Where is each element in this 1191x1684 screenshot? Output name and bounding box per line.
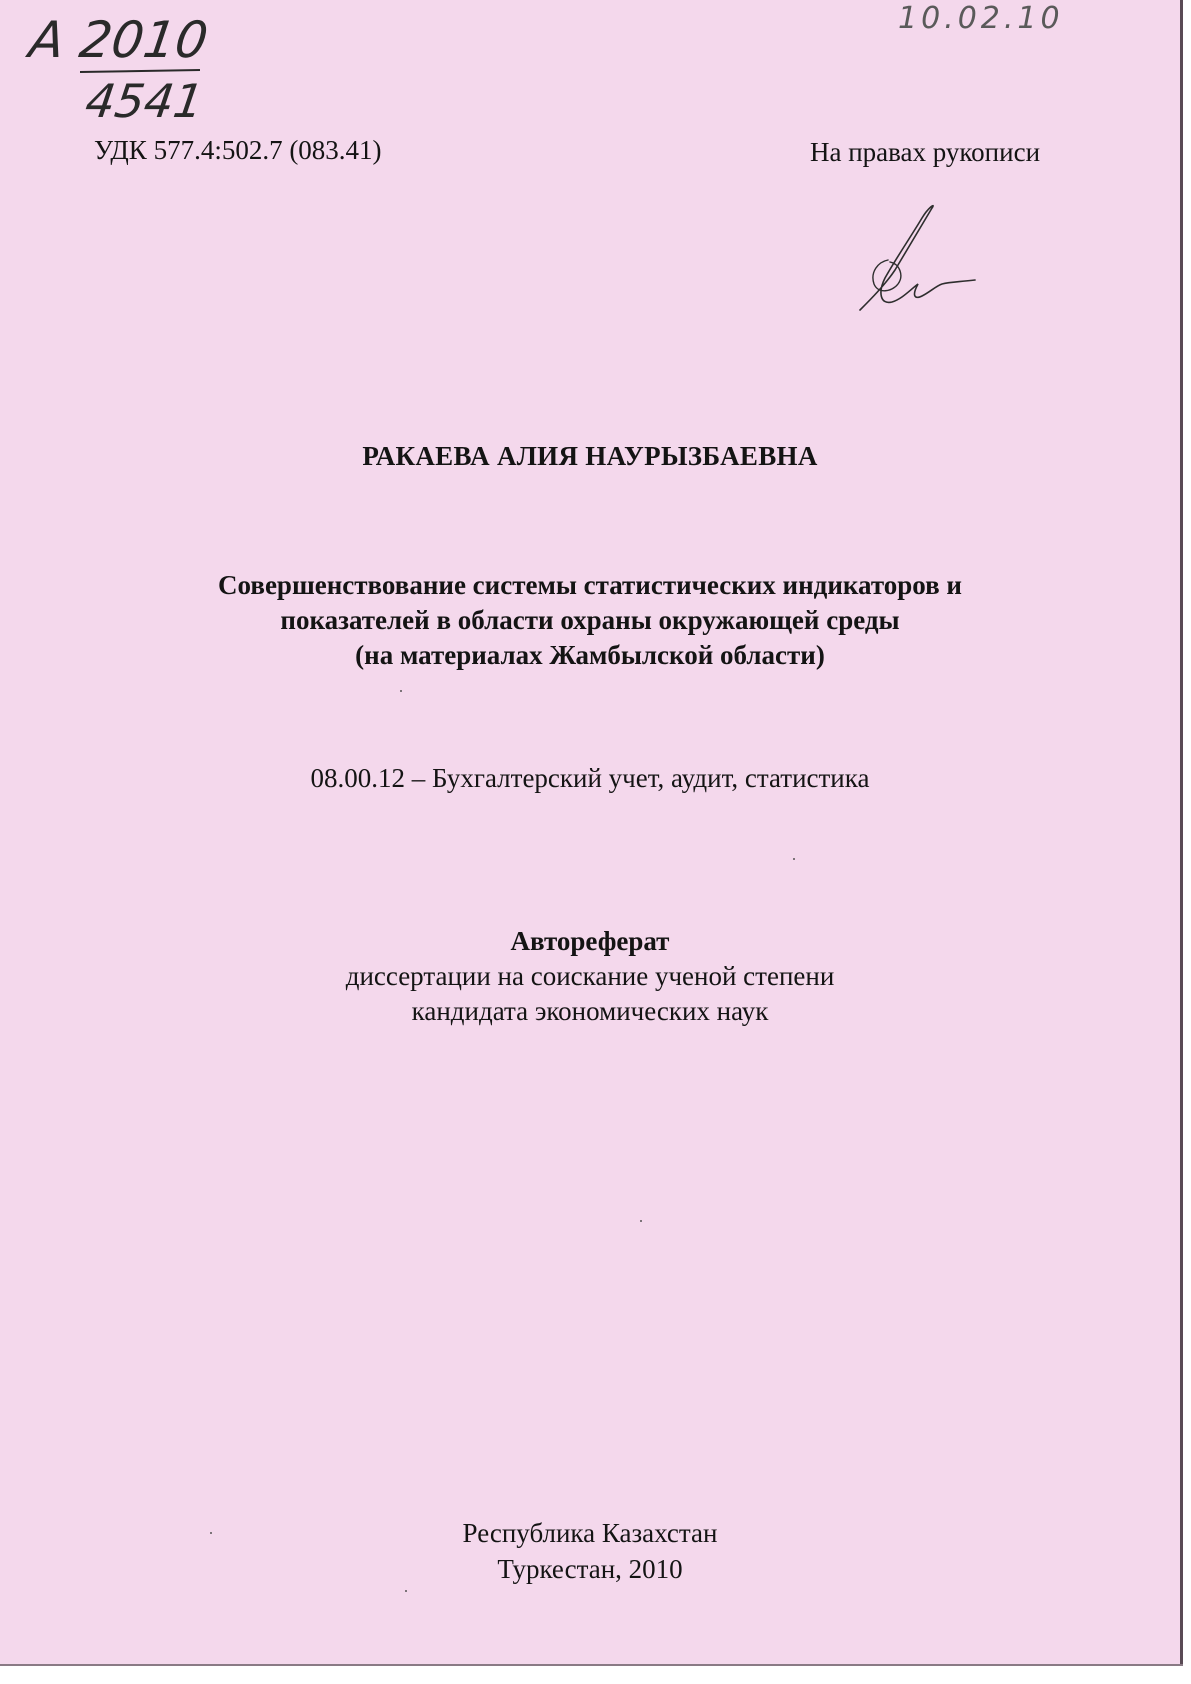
city-year-line: Туркестан, 2010: [497, 1554, 683, 1584]
manuscript-rights-note: На правах рукописи: [810, 137, 1041, 167]
handwritten-inventory-number: 4541: [82, 74, 207, 128]
scan-speck: [400, 690, 402, 692]
author-name: РАКАЕВА АЛИЯ НАУРЫЗБАЕВНА: [362, 441, 818, 471]
title-line: Совершенствование системы статистических индикаторов и: [218, 570, 962, 600]
scan-speck: [210, 1532, 212, 1534]
abstract-heading: Автореферат: [510, 926, 670, 956]
abstract-line: кандидата экономических наук: [411, 996, 769, 1026]
scan-speck: [640, 1220, 642, 1222]
scan-speck: [405, 1590, 407, 1592]
handwritten-inventory-code: A 2010: [25, 11, 212, 69]
title-line: показателей в области охраны окружающей среды: [280, 605, 900, 635]
handwritten-date: 10.02.10: [898, 1, 1064, 36]
scan-speck: [793, 858, 795, 860]
sheet-right-edge: [1180, 0, 1183, 1664]
signature-stroke-main: [860, 206, 975, 310]
sheet-bottom-edge: [0, 1664, 1183, 1666]
title-line: (на материалах Жамбылской области): [355, 640, 825, 670]
country-line: Республика Казахстан: [462, 1518, 718, 1548]
udk-code: УДК 577.4:502.7 (083.41): [94, 135, 382, 165]
abstract-description: [0, 924, 1180, 1029]
abstract-line: диссертации на соискание ученой степени: [345, 961, 835, 991]
publication-place: [0, 1515, 1180, 1587]
dissertation-title: [0, 568, 1180, 673]
specialty-code: 08.00.12 – Бухгалтерский учет, аудит, статистика: [310, 763, 870, 793]
signature-icon: [840, 200, 990, 330]
